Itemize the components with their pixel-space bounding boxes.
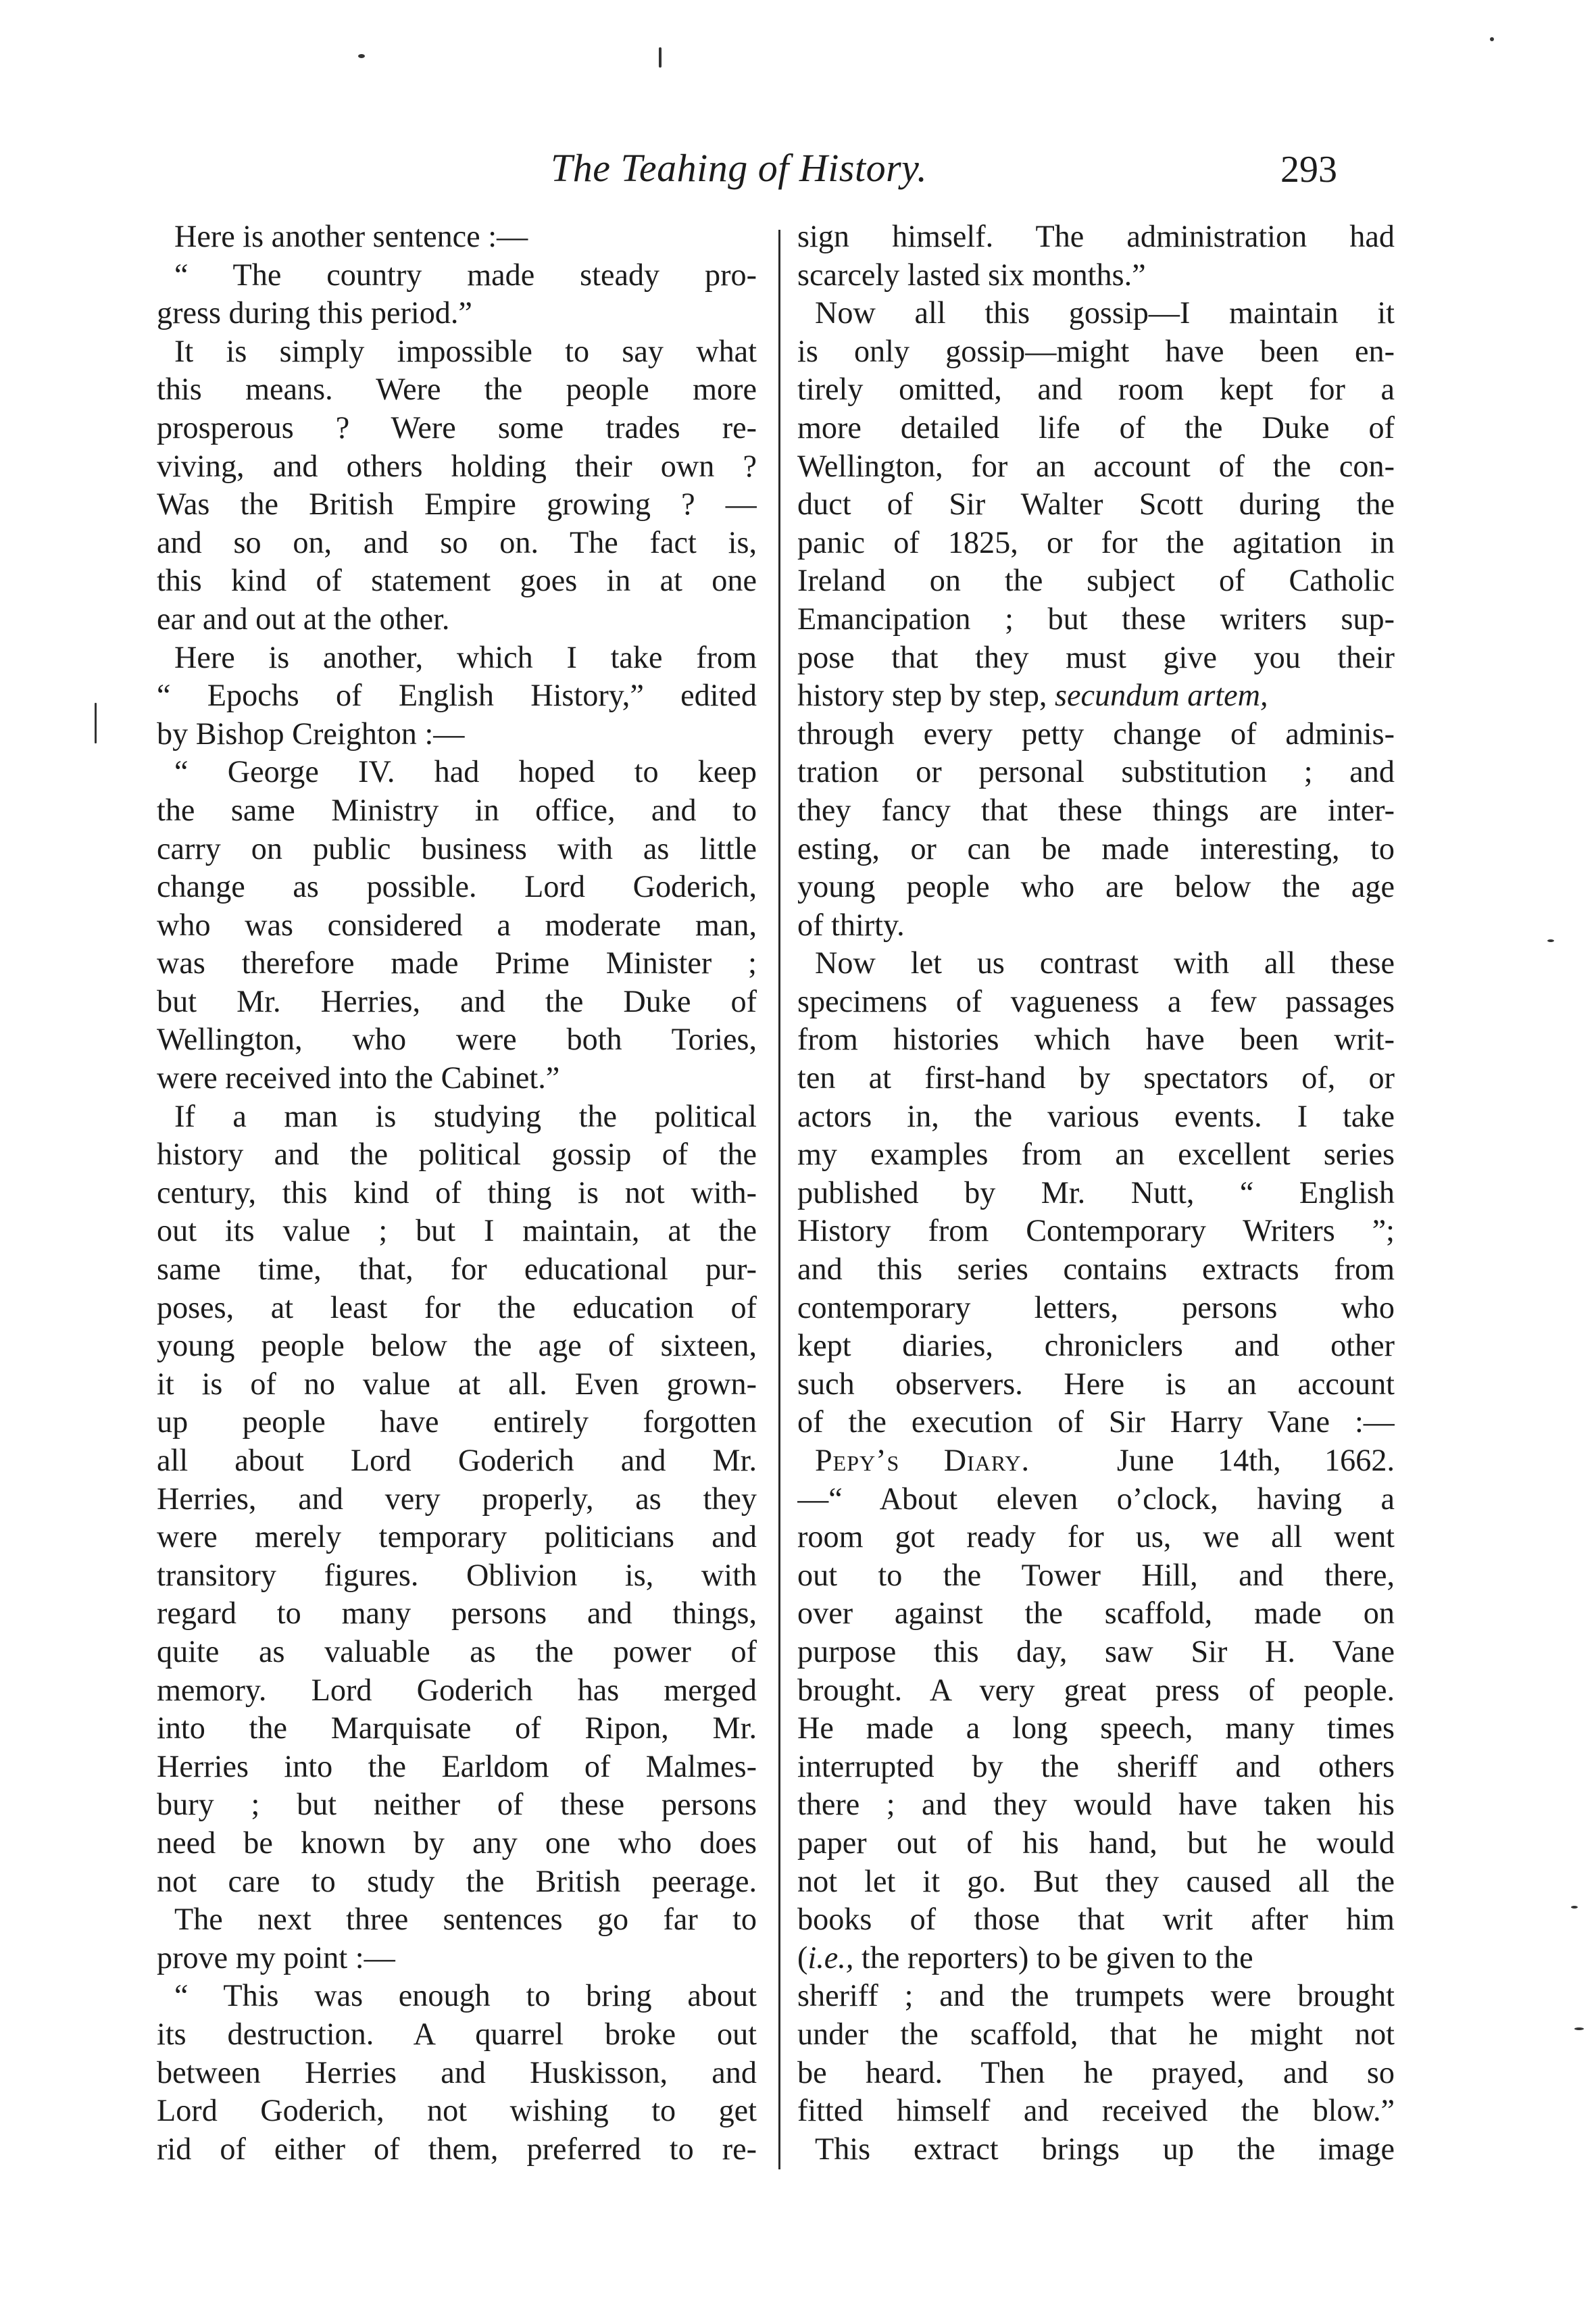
text-line: specimens of vagueness a few passages (797, 983, 1395, 1018)
scan-speck (1547, 939, 1554, 942)
text-line: scarcely lasted six months.” (797, 257, 1146, 292)
text-line: The next three sentences go far to (174, 1902, 757, 1937)
diary-source: Pepy’s Diary. (815, 1443, 1030, 1477)
text-line: into the Marquisate of Ripon, Mr. (157, 1710, 757, 1746)
text-line: Now all this gossip—I maintain it (815, 295, 1395, 330)
text-line: and so on, and so on. The fact is, (157, 524, 757, 560)
text-line: was therefore made Prime Minister ; (157, 945, 757, 981)
text-line: Wellington, who were both Tories, (157, 1022, 757, 1057)
text-line: sheriff ; and the trumpets were brought (797, 1978, 1395, 2013)
text-line: Here is another sentence :— (174, 219, 528, 253)
text-line: published by Mr. Nutt, “ English (797, 1175, 1395, 1210)
text-line: they fancy that these things are inter- (797, 792, 1395, 827)
text-line: purpose this day, saw Sir H. Vane (797, 1633, 1395, 1669)
text-line: fitted himself and received the blow.” (797, 2093, 1395, 2128)
text-line: esting, or can be made interesting, to (797, 831, 1395, 866)
text-line: out to the Tower Hill, and there, (797, 1557, 1395, 1592)
text-line (797, 676, 1395, 715)
text-line: not care to study the British peerage. (157, 1863, 757, 1898)
text-line: it is of no value at all. Even grown- (157, 1366, 757, 1401)
text-line: between Herries and Huskisson, and (157, 2054, 757, 2090)
text-line: “ George IV. had hoped to keep (174, 754, 757, 789)
text-line: quite as valuable as the power of (157, 1633, 757, 1669)
text-line: history and the political gossip of the (157, 1137, 757, 1172)
text-line: Wellington, for an account of the con- (797, 448, 1395, 483)
text-line: actors in, the various events. I take (797, 1098, 1395, 1133)
text-line: prove my point :— (157, 1940, 395, 1975)
text-line: this means. Were the people more (157, 372, 757, 407)
text-line: paper out of his hand, but he would (797, 1825, 1395, 1860)
text-line: of the execution of Sir Harry Vane :— (797, 1404, 1395, 1439)
text-line: who was considered a moderate man, (157, 907, 757, 942)
text-line: change as possible. Lord Goderich, (157, 869, 757, 904)
text-segment: history step by step, (797, 678, 1055, 713)
text-line: interrupted by the sheriff and others (797, 1748, 1395, 1783)
text-line: Here is another, which I take from (174, 639, 757, 674)
text-line: there ; and they would have taken his (797, 1787, 1395, 1822)
text-line: It is simply impossible to say what (174, 333, 757, 368)
right-column (797, 218, 1395, 2168)
text-line: books of those that writ after him (797, 1902, 1395, 1937)
text-line: carry on public business with as little (157, 831, 757, 866)
text-line: kept diaries, chroniclers and other (797, 1328, 1395, 1363)
scan-speck (1571, 1906, 1578, 1909)
text-line: young people below the age of sixteen, (157, 1328, 757, 1363)
text-line: bury ; but neither of these persons (157, 1787, 757, 1822)
text-line: poses, at least for the education of (157, 1289, 757, 1325)
text-line: room got ready for us, we all went (797, 1519, 1395, 1554)
text-line: duct of Sir Walter Scott during the (797, 487, 1395, 522)
text-line: need be known by any one who does (157, 1825, 757, 1860)
text-line: up people have entirely forgotten (157, 1404, 757, 1439)
text-line: young people who are below the age (797, 869, 1395, 904)
text-line: rid of either of them, preferred to re- (157, 2131, 757, 2166)
text-line: out its value ; but I maintain, at the (157, 1213, 757, 1248)
column-divider (778, 230, 780, 2169)
text-line: the same Ministry in office, and to (157, 792, 757, 827)
italic-abbrev: i.e., (807, 1940, 854, 1975)
text-line: were merely temporary politicians and (157, 1519, 757, 1554)
text-line: over against the scaffold, made on (797, 1596, 1395, 1631)
diary-date: June 14th, 1662. (1116, 1443, 1395, 1477)
text-line: be heard. Then he prayed, and so (797, 2054, 1395, 2090)
running-title: The Teahing of History. (551, 146, 928, 190)
text-line: gress during this period.” (157, 295, 472, 330)
scan-speck (1490, 37, 1494, 41)
text-line: century, this kind of thing is not with- (157, 1175, 757, 1210)
text-line: viving, and others holding their own ? (157, 448, 757, 483)
text-line: —“ About eleven o’clock, having a (797, 1481, 1395, 1516)
left-column (157, 218, 757, 2168)
page-number: 293 (1280, 149, 1337, 191)
text-line: by Bishop Creighton :— (157, 716, 465, 751)
text-line: Herries into the Earldom of Malmes- (157, 1748, 757, 1783)
text-line: tirely omitted, and room kept for a (797, 372, 1395, 407)
text-line: History from Contemporary Writers ”; (797, 1213, 1395, 1248)
text-line: such observers. Here is an account (797, 1366, 1395, 1401)
text-line: “ Epochs of English History,” edited (157, 678, 757, 713)
text-line: Herries, and very properly, as they (157, 1481, 757, 1516)
page-header (0, 145, 1596, 199)
text-line: transitory figures. Oblivion is, with (157, 1557, 757, 1592)
text-line: sign himself. The administration had (797, 219, 1395, 253)
text-line: is only gossip—might have been en- (797, 333, 1395, 368)
text-segment: the reporters) to be given to the (853, 1940, 1253, 1975)
text-line: brought. A very great press of people. (797, 1672, 1395, 1707)
text-line: and this series contains extracts from (797, 1252, 1395, 1287)
text-line: panic of 1825, or for the agitation in (797, 524, 1395, 560)
text-line: all about Lord Goderich and Mr. (157, 1443, 757, 1477)
text-line: were received into the Cabinet.” (157, 1060, 560, 1096)
text-line: memory. Lord Goderich has merged (157, 1672, 757, 1707)
text-line: same time, that, for educational pur- (157, 1252, 757, 1287)
text-line: Ireland on the subject of Catholic (797, 563, 1395, 598)
text-line: its destruction. A quarrel broke out (157, 2016, 757, 2051)
text-line: He made a long speech, many times (797, 1710, 1395, 1746)
text-line: prosperous ? Were some trades re- (157, 410, 757, 445)
text-line: This extract brings up the image (815, 2131, 1395, 2166)
text-line: Now let us contrast with all these (815, 945, 1395, 981)
text-line: “ This was enough to bring about (174, 1978, 757, 2013)
text-line: contemporary letters, persons who (797, 1289, 1395, 1325)
text-line: of thirty. (797, 907, 905, 942)
text-line: more detailed life of the Duke of (797, 410, 1395, 445)
text-line: through every petty change of adminis- (797, 716, 1395, 751)
text-segment: ( (797, 1940, 808, 1975)
text-line: If a man is studying the political (174, 1098, 757, 1133)
text-line: not let it go. But they caused all the (797, 1863, 1395, 1898)
text-line: this kind of statement goes in at one (157, 563, 757, 598)
text-line: pose that they must give you their (797, 639, 1395, 674)
text-line: Emancipation ; but these writers sup- (797, 601, 1395, 636)
text-line: Lord Goderich, not wishing to get (157, 2093, 757, 2128)
text-line: my examples from an excellent series (797, 1137, 1395, 1172)
text-line: “ The country made steady pro- (174, 257, 757, 292)
italic-phrase: secundum artem, (1055, 678, 1268, 713)
scan-speck (358, 54, 365, 58)
text-line: from histories which have been writ- (797, 1022, 1395, 1057)
text-line: regard to many persons and things, (157, 1596, 757, 1631)
text-line: tration or personal substitution ; and (797, 754, 1395, 789)
text-line: ten at first-hand by spectators of, or (797, 1060, 1395, 1096)
text-line: but Mr. Herries, and the Duke of (157, 983, 757, 1018)
text-line (797, 1442, 1395, 1480)
text-line: ear and out at the other. (157, 601, 450, 636)
scan-speck (95, 703, 97, 743)
text-line: under the scaffold, that he might not (797, 2016, 1395, 2051)
text-line: Was the British Empire growing ? — (157, 487, 757, 522)
scan-speck (659, 47, 662, 68)
text-line (797, 1939, 1395, 1977)
scan-speck (1574, 2027, 1584, 2030)
